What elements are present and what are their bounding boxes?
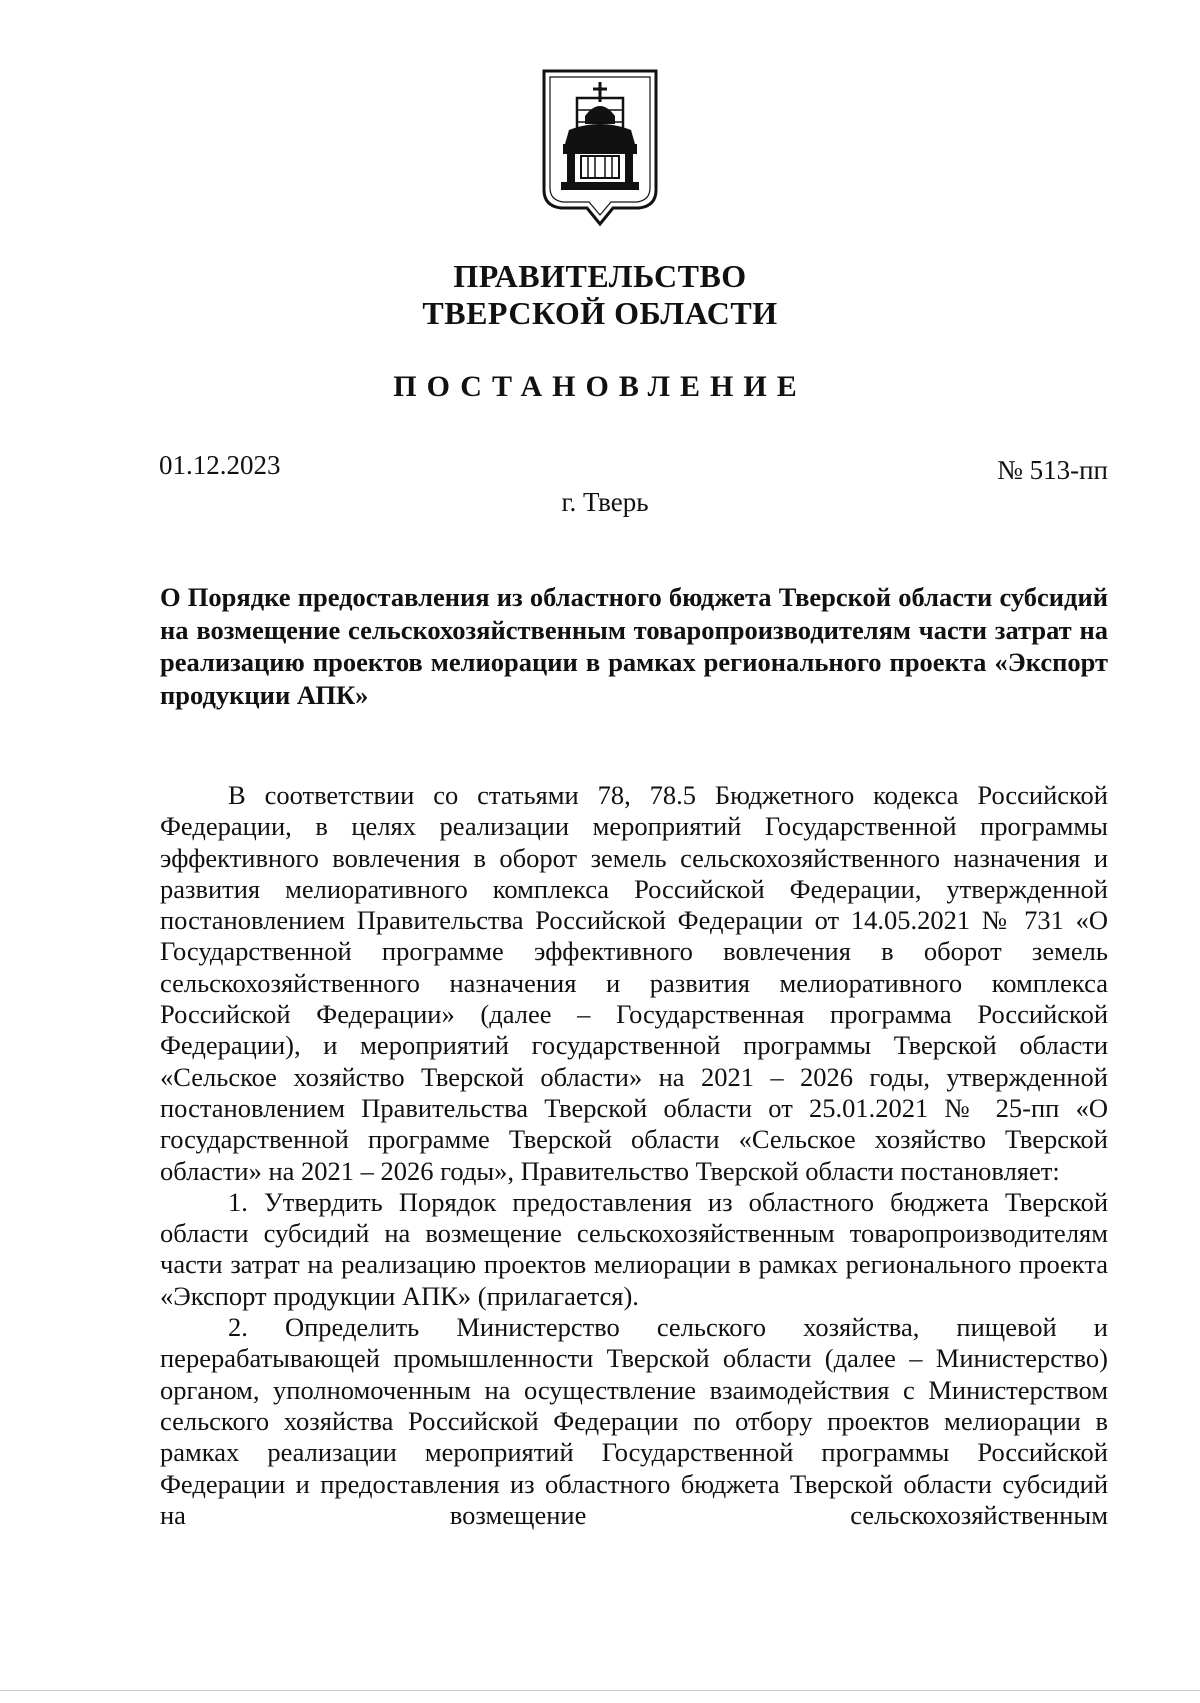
item-2-paragraph: 2. Определить Министерство сельского хозяйства, пищевой и перерабатывающей промышленности Тверской области (далее – Министерство) органом, уполномоченным на осуществление взаимодействия с Министерством сельского хозяйства Российской Федерации по отбору проектов мелиорации в рамках реализации мероприятий Государственной программы Российской Федерации и предоставления из областного бюджета Тверской области субсидий на возмещение сельскохозяйственным [160,1312,1108,1530]
document-number: № 513-пп [997,455,1108,485]
document-type-heading: ПОСТАНОВЛЕНИЕ [393,370,807,403]
document-city: г. Тверь [561,487,649,517]
document-date: 01.12.2023 [159,450,281,480]
document-body [160,780,1108,1531]
page-bottom-edge [0,1690,1200,1691]
organization-name-line1: ПРАВИТЕЛЬСТВО [453,258,747,294]
preamble-paragraph: В соответствии со статьями 78, 78.5 Бюджетного кодекса Российской Федерации, в целях реализации мероприятий Государственной программы эффективного вовлечения в оборот земель сельскохозяйственного назначения и развития мелиоративного комплекса Российской Федерации, утвержденной постановлением Правительства Российской Федерации от 14.05.2021 № 731 «О Государственной программе эффективного вовлечения в оборот земель сельскохозяйственного назначения и развития мелиоративного комплекса Российской Федерации» (далее – Государственная программа Российской Федерации), и мероприятий государственной программы Тверской области «Сельское хозяйство Тверской области» на 2021 – 2026 годы, утвержденной постановлением Правительства Тверской области от 25.01.2021 № 25-пп «О государственной программе Тверской области «Сельское хозяйство Тверской области» на 2021 – 2026 годы», Правительство Тверской области постановляет: [160,780,1108,1186]
document-title: О Порядке предоставления из областного бюджета Тверской области субсидий на возмещение сельскохозяйственным товаропроизводителям части затрат на реализацию проектов мелиорации в рамках регионального проекта «Экспорт продукции АПК» [160,582,1108,710]
item-1-paragraph: 1. Утвердить Порядок предоставления из областного бюджета Тверской области субсидий на возмещение сельскохозяйственным товаропроизводителям части затрат на реализацию проектов мелиорации в рамках регионального проекта «Экспорт продукции АПК» (прилагается). [160,1186,1108,1311]
organization-name-line2: ТВЕРСКОЙ ОБЛАСТИ [422,295,778,331]
coat-of-arms-emblem [541,68,659,228]
